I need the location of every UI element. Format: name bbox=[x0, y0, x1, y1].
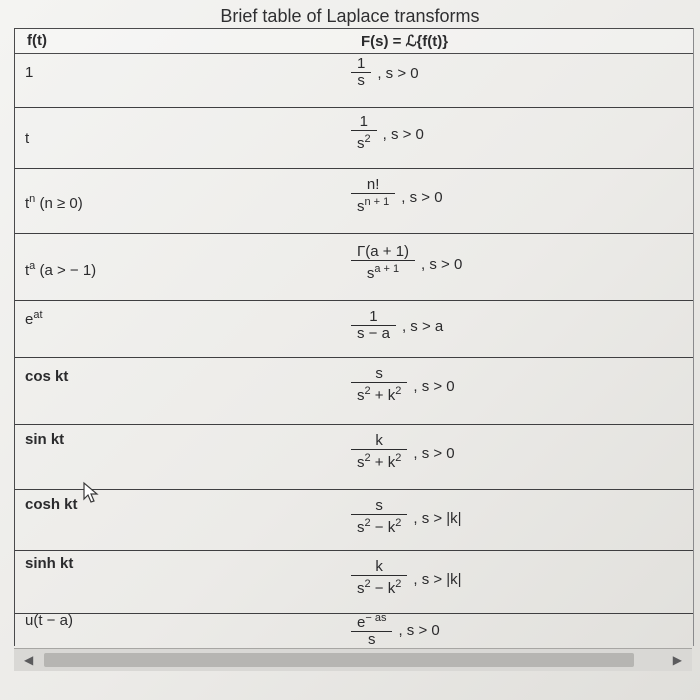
f-cell bbox=[25, 260, 96, 279]
table-row bbox=[15, 52, 693, 108]
numerator bbox=[351, 610, 392, 631]
transform-cell bbox=[351, 177, 443, 215]
f-base: t bbox=[25, 262, 30, 279]
den-exponent: n + 1 bbox=[364, 196, 390, 209]
transform-cell bbox=[351, 309, 443, 342]
scrollbar-thumb[interactable] bbox=[44, 653, 634, 667]
transform-cell bbox=[351, 244, 462, 282]
den-base: s bbox=[357, 135, 365, 153]
num-exponent: − as bbox=[365, 612, 387, 624]
condition: , s > 0 bbox=[382, 125, 424, 143]
denominator bbox=[361, 261, 405, 282]
den-exponent: 2 bbox=[364, 517, 371, 530]
condition: , s > |k| bbox=[413, 509, 462, 527]
table-header bbox=[15, 28, 693, 54]
numerator: 1 bbox=[359, 113, 368, 130]
condition: , s > 0 bbox=[421, 255, 463, 273]
den-exponent: 2 bbox=[395, 517, 402, 530]
den-term: + k bbox=[370, 387, 396, 405]
numerator: n! bbox=[366, 176, 380, 193]
den-exponent: 2 bbox=[364, 133, 371, 146]
transform-cell bbox=[351, 114, 424, 152]
f-cell: cos kt bbox=[25, 368, 69, 385]
denominator: s bbox=[367, 631, 376, 649]
fraction bbox=[351, 114, 377, 152]
f-base: e bbox=[25, 311, 34, 328]
numerator: s bbox=[375, 497, 383, 514]
f-cell: 1 bbox=[25, 64, 34, 81]
condition: , s > a bbox=[401, 318, 444, 336]
fraction bbox=[351, 610, 392, 648]
den-exponent: 2 bbox=[395, 452, 402, 465]
f-exponent: at bbox=[33, 309, 43, 321]
numerator: s bbox=[375, 365, 383, 382]
f-cell: sin kt bbox=[25, 431, 65, 448]
f-base: t bbox=[25, 195, 30, 212]
fraction bbox=[351, 56, 371, 89]
fraction bbox=[351, 177, 395, 215]
f-cell: sinh kt bbox=[25, 555, 74, 572]
condition: , s > 0 bbox=[401, 188, 443, 206]
laplace-table bbox=[14, 28, 694, 649]
denominator: s − a bbox=[357, 325, 390, 343]
den-term: − k bbox=[370, 580, 396, 598]
f-cell: cosh kt bbox=[25, 496, 78, 513]
f-domain: (n ≥ 0) bbox=[35, 195, 83, 212]
fraction bbox=[351, 559, 407, 597]
den-exponent: a + 1 bbox=[374, 263, 400, 276]
transform-cell bbox=[351, 366, 455, 404]
num-base: e bbox=[357, 614, 366, 631]
denominator bbox=[351, 194, 395, 215]
f-cell: u(t − a) bbox=[25, 612, 73, 629]
scroll-right-arrow-icon[interactable]: ▶ bbox=[672, 653, 682, 667]
numerator: Γ(a + 1) bbox=[357, 243, 410, 260]
fraction bbox=[351, 433, 407, 471]
transform-cell bbox=[351, 433, 455, 471]
den-term: + k bbox=[370, 454, 396, 472]
table-row bbox=[15, 108, 693, 169]
den-exponent: 2 bbox=[364, 452, 371, 465]
transform-cell bbox=[351, 559, 462, 597]
f-cell bbox=[25, 309, 43, 328]
table-row bbox=[15, 301, 693, 358]
denominator: s bbox=[357, 72, 365, 90]
condition: , s > 0 bbox=[398, 621, 440, 639]
table-row bbox=[15, 612, 693, 649]
den-base: s bbox=[366, 265, 375, 283]
denominator bbox=[351, 450, 407, 471]
column-header-F: F(s) = ℒ{f(t)} bbox=[361, 33, 449, 50]
numerator: k bbox=[375, 432, 383, 449]
table-row bbox=[15, 169, 693, 234]
table-row bbox=[15, 425, 693, 490]
f-domain: (a > − 1) bbox=[35, 262, 97, 279]
denominator bbox=[351, 576, 407, 597]
mouse-pointer-icon bbox=[81, 481, 105, 505]
page-title: Brief table of Laplace transforms bbox=[220, 6, 480, 26]
fraction bbox=[351, 498, 407, 536]
condition: , s > |k| bbox=[413, 570, 462, 588]
table-row bbox=[15, 490, 693, 551]
condition: , s > 0 bbox=[413, 444, 455, 462]
den-base: s bbox=[357, 519, 365, 537]
transform-cell bbox=[351, 56, 419, 89]
denominator bbox=[351, 515, 407, 536]
den-base: s bbox=[357, 454, 365, 472]
f-exponent: n bbox=[29, 193, 36, 205]
condition: , s > 0 bbox=[413, 377, 455, 395]
condition: , s > 0 bbox=[377, 65, 419, 83]
fraction bbox=[351, 366, 407, 404]
f-cell: t bbox=[25, 130, 30, 147]
den-exponent: 2 bbox=[364, 385, 371, 398]
den-exponent: 2 bbox=[395, 385, 402, 398]
numerator: 1 bbox=[369, 308, 378, 325]
numerator: 1 bbox=[357, 55, 366, 72]
transform-cell bbox=[351, 610, 440, 648]
f-cell bbox=[25, 193, 83, 212]
den-term: − k bbox=[370, 519, 396, 537]
horizontal-scrollbar[interactable] bbox=[14, 648, 692, 671]
den-exponent: 2 bbox=[364, 578, 371, 591]
den-exponent: 2 bbox=[395, 578, 402, 591]
denominator bbox=[351, 131, 377, 152]
f-exponent: a bbox=[29, 260, 36, 272]
denominator bbox=[351, 383, 407, 404]
transform-cell bbox=[351, 498, 462, 536]
den-base: s bbox=[357, 387, 365, 405]
table-row bbox=[15, 358, 693, 425]
table-row bbox=[15, 234, 693, 301]
den-base: s bbox=[357, 198, 365, 216]
numerator: k bbox=[375, 558, 383, 575]
fraction bbox=[351, 244, 415, 282]
scroll-left-arrow-icon[interactable]: ◀ bbox=[24, 653, 34, 667]
fraction bbox=[351, 309, 396, 342]
column-header-f: f(t) bbox=[27, 32, 47, 49]
table-row bbox=[15, 551, 693, 614]
den-base: s bbox=[357, 580, 365, 598]
